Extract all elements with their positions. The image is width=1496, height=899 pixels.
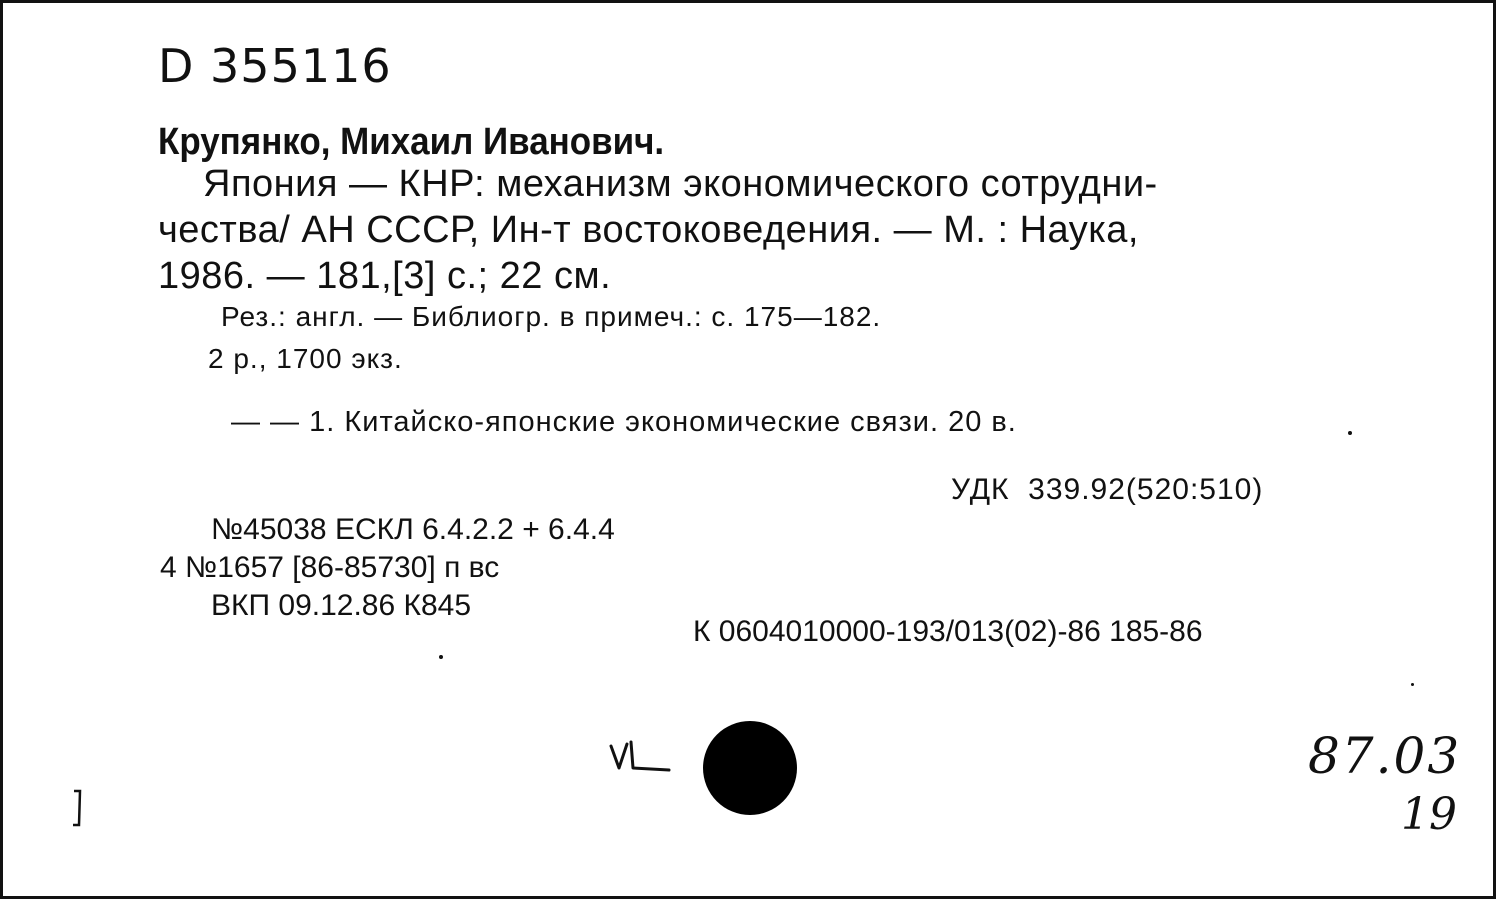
call-number: D 355116	[158, 39, 392, 93]
handwritten-date: 87.03	[1308, 727, 1462, 785]
ink-speck	[1411, 683, 1414, 686]
subject-heading: — — 1. Китайско-японские экономические связи. 20 в.	[231, 406, 1017, 438]
price-circulation-note: 2 р., 1700 экз.	[208, 343, 403, 374]
bibliography-note: Рез.: англ. — Библиогр. в примеч.: с. 175—182.	[221, 301, 882, 332]
handwritten-scribble	[609, 738, 679, 778]
title-line-2: чества/ АН СССР, Ин-т востоковедения. — М. : Наука,	[158, 209, 1139, 251]
ink-speck	[1348, 431, 1352, 435]
punch-hole	[703, 721, 797, 815]
handwritten-number: 19	[1401, 789, 1457, 840]
publisher-code: К 0604010000-193/013(02)-86 185-86	[693, 615, 1203, 648]
edge-mark	[71, 788, 85, 828]
udc-classification: УДК 339.92(520:510)	[951, 473, 1264, 506]
title-line-1: Япония — КНР: механизм экономического сотрудни-	[203, 163, 1158, 205]
author-heading: Крупянко, Михаил Иванович.	[158, 121, 665, 163]
registration-line-1: №45038 ЕСКЛ 6.4.2.2 + 6.4.4	[211, 513, 615, 546]
registration-line-2: 4 №1657 [86-85730] п вс	[160, 551, 500, 584]
registration-line-3: ВКП 09.12.86 К845	[211, 589, 472, 622]
title-line-3: 1986. — 181,[3] с.; 22 см.	[158, 255, 612, 297]
ink-speck	[439, 655, 443, 659]
